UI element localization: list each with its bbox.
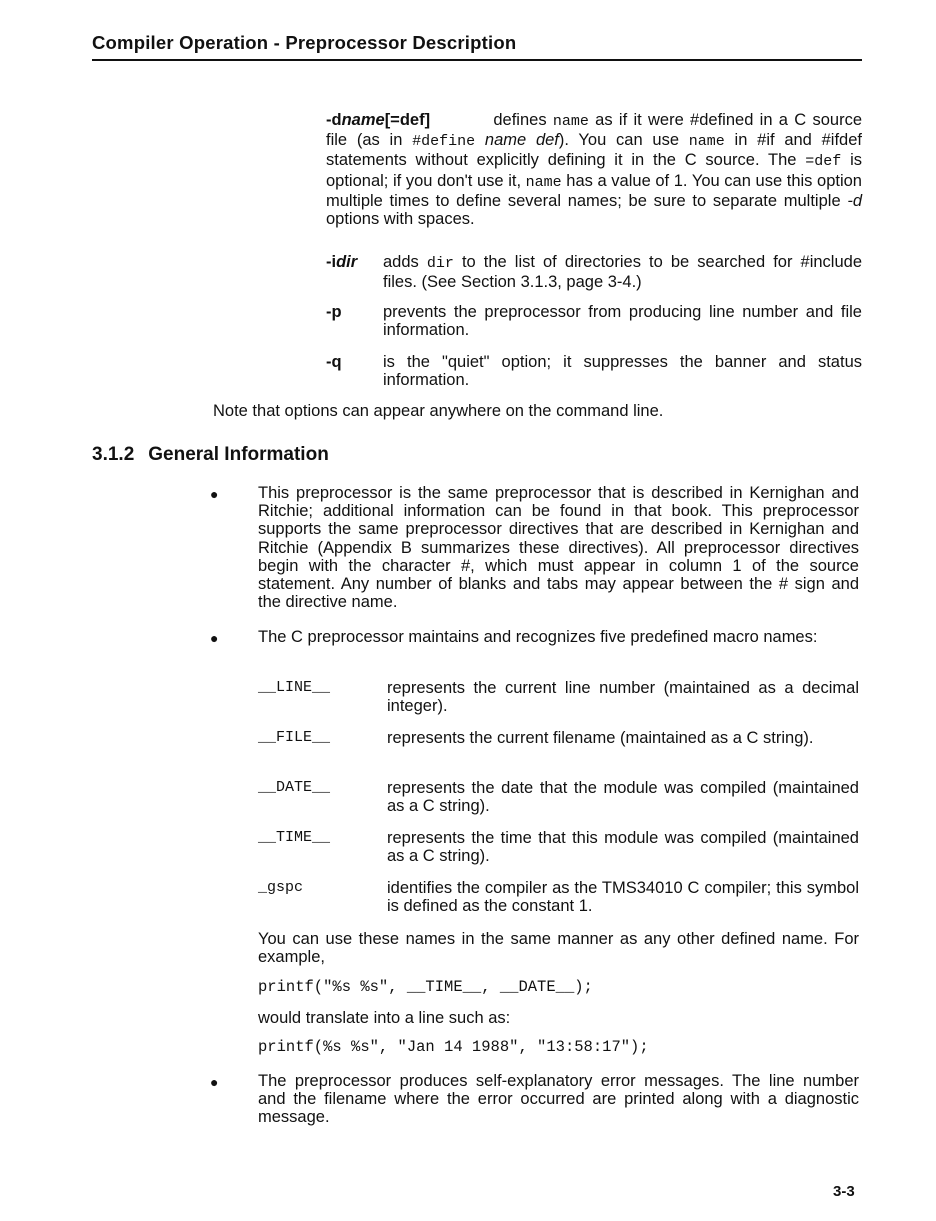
section-title: General Information xyxy=(148,444,329,465)
macro-gspc xyxy=(258,879,859,915)
option-q-term: -q xyxy=(326,353,342,371)
macro-name: __TIME__ xyxy=(258,829,331,846)
bullet-1-text: This preprocessor is the same preprocessor that is described in Kernighan and Ritchie; additional information can be found in that book. This preprocessor supports the same preprocessor directives that are described in Kernighan and Ritchie (Appendix B summarizes these directives). All preprocessor directives begin with the character #, which must appear in column 1 of the source statement. Any number of blanks and tabs may appear between the # sign and the directive name. xyxy=(258,484,859,612)
macro-time xyxy=(258,829,859,865)
usage-text: You can use these names in the same manner as any other defined name. For example, xyxy=(258,930,859,967)
option-p-term: -p xyxy=(326,303,342,321)
bullet-3-text: The preprocessor produces self-explanatory error messages. The line number and the filename where the error occurred are printed along with a diagnostic message. xyxy=(258,1072,859,1127)
section-heading xyxy=(92,444,329,466)
macro-name: __DATE__ xyxy=(258,779,331,796)
option-d xyxy=(326,111,862,228)
macro-description: represents the time that this module was compiled (maintained as a C string). xyxy=(387,829,859,866)
option-p-description: prevents the preprocessor from producing line number and file information. xyxy=(383,303,862,340)
option-p xyxy=(326,303,862,339)
macro-description: represents the current line number (maintained as a decimal integer). xyxy=(387,679,859,716)
macro-date xyxy=(258,779,859,815)
section-number: 3.1.2 xyxy=(92,444,135,465)
option-i-term: -idir xyxy=(326,253,358,271)
macro-description: identifies the compiler as the TMS34010 C compiler; this symbol is defined as the constant 1. xyxy=(387,879,859,916)
macro-name: _gspc xyxy=(258,879,304,896)
code-example-1: printf("%s %s", __TIME__, __DATE__); xyxy=(258,978,593,996)
option-q xyxy=(326,353,862,389)
page-header: Compiler Operation - Preprocessor Description xyxy=(92,32,862,61)
bullet-1-marker: ● xyxy=(210,486,219,502)
translate-text: would translate into a line such as: xyxy=(258,1009,511,1027)
macro-description: represents the date that the module was compiled (maintained as a C string). xyxy=(387,779,859,816)
option-d-term: -dname[=def] xyxy=(326,111,431,129)
options-note: Note that options can appear anywhere on the command line. xyxy=(213,402,664,420)
bullet-2-marker: ● xyxy=(210,630,219,646)
macro-description: represents the current filename (maintained as a C string). xyxy=(387,729,814,747)
option-d-description: defines name as if it were #defined in a C source file (as in #define name def). You can use name in #if and #ifdef statements without explicitly defining it in the C source. The =def is optional; if you don't use it, name has a value of 1. You can use this option multiple times to define several names; be sure to separate multiple -d options with spaces. xyxy=(326,111,863,229)
option-i-description: adds dir to the list of directories to be searched for #include files. (See Section 3.1.3, page 3-4.) xyxy=(383,253,862,292)
page-number: 3-3 xyxy=(833,1183,855,1200)
option-i xyxy=(326,253,862,291)
option-q-description: is the "quiet" option; it suppresses the banner and status information. xyxy=(383,353,862,390)
bullet-2-text: The C preprocessor maintains and recognizes five predefined macro names: xyxy=(258,628,818,646)
macro-name: __LINE__ xyxy=(258,679,331,696)
macro-file xyxy=(258,729,859,747)
code-example-2: printf(%s %s", "Jan 14 1988", "13:58:17"); xyxy=(258,1038,649,1056)
macro-line xyxy=(258,679,859,715)
macro-name: __FILE__ xyxy=(258,729,331,746)
bullet-3-marker: ● xyxy=(210,1074,219,1090)
